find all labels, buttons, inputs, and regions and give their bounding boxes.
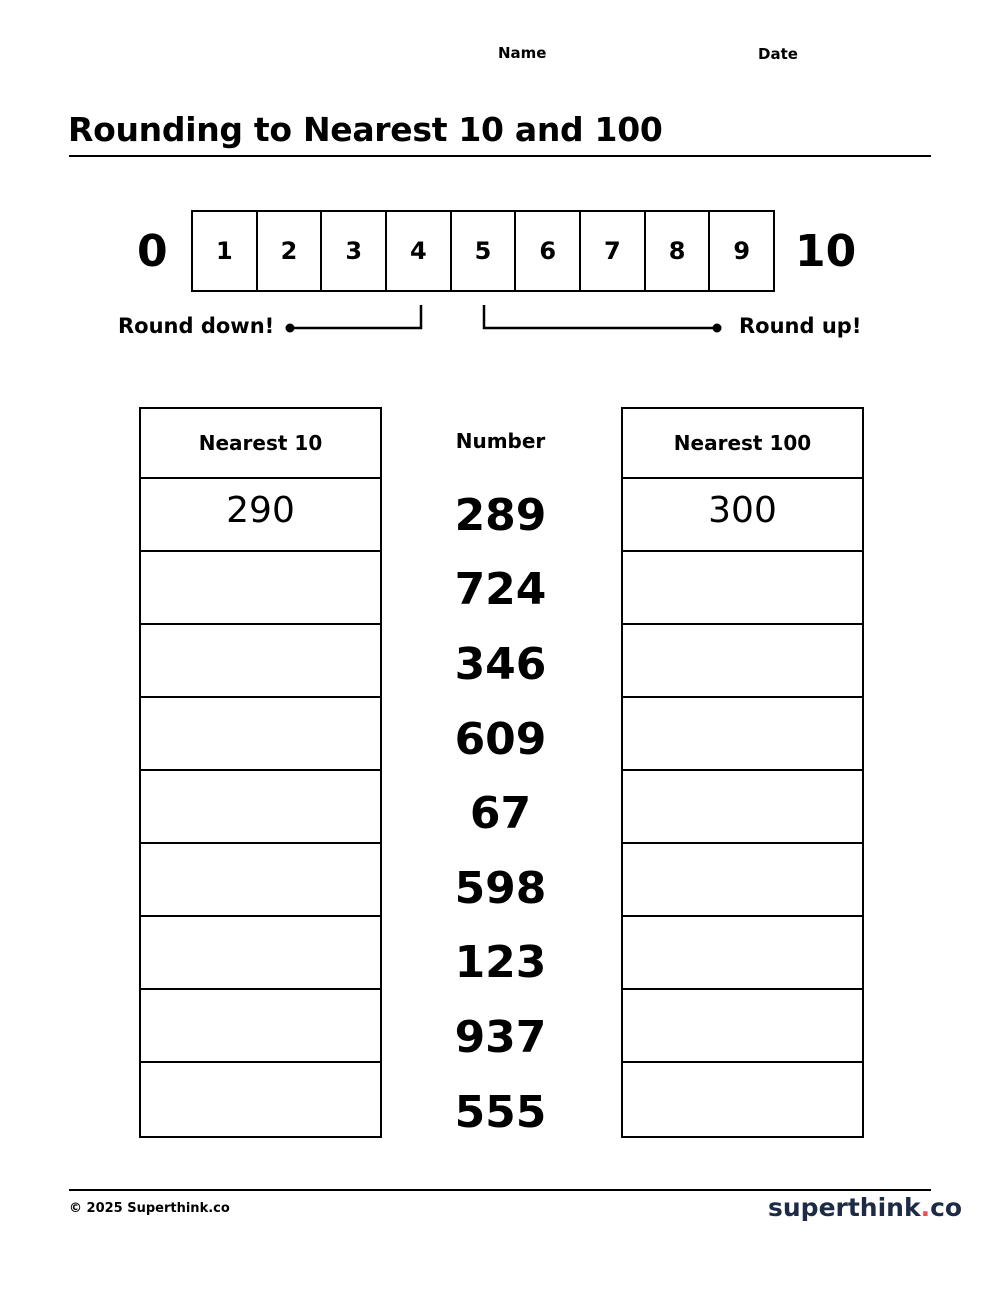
date-label: Date	[758, 45, 798, 63]
brand-tld: co	[930, 1193, 963, 1222]
nearest-10-answer-box[interactable]	[141, 1063, 380, 1136]
number-value: 937	[454, 1011, 547, 1063]
number-column	[380, 478, 621, 1149]
nearest-10-column	[139, 407, 382, 1138]
nearest-100-answer-box[interactable]	[623, 552, 862, 625]
round-up-dot	[713, 324, 722, 333]
copyright-notice: © 2025 Superthink.co	[69, 1201, 230, 1216]
nearest-100-answer-box[interactable]	[623, 844, 862, 917]
round-up-label: Round up!	[739, 314, 862, 338]
brand-wordmark	[768, 1193, 962, 1222]
number-value: 555	[454, 1086, 547, 1138]
number-line-cell: 7	[581, 212, 646, 290]
number-line-end: 10	[795, 226, 857, 277]
number-line-cell: 2	[258, 212, 323, 290]
nearest-100-column	[621, 407, 864, 1138]
nearest-10-answer-box[interactable]	[141, 552, 380, 625]
nearest-10-answer-box[interactable]	[141, 844, 380, 917]
nearest-100-answer-box[interactable]	[623, 625, 862, 698]
nearest-100-answer-box[interactable]: 300	[623, 479, 862, 552]
number-line-cell: 1	[193, 212, 258, 290]
number-line-cell: 6	[516, 212, 581, 290]
nearest-100-answer-box[interactable]	[623, 917, 862, 990]
nearest-100-answer-box[interactable]	[623, 771, 862, 844]
nearest-10-answer-box[interactable]	[141, 698, 380, 771]
nearest-100-answer-box[interactable]	[623, 1063, 862, 1136]
round-down-connector	[290, 305, 421, 328]
brand-main: superthink	[768, 1193, 921, 1222]
number-line-cell: 5	[452, 212, 517, 290]
nearest-10-answer-box[interactable]	[141, 771, 380, 844]
number-value: 67	[469, 788, 532, 840]
footer-divider	[69, 1189, 931, 1191]
number-line-cell: 3	[322, 212, 387, 290]
number-line-cell: 8	[646, 212, 711, 290]
number-value: 123	[454, 937, 547, 989]
number-value: 289	[454, 489, 547, 541]
nearest-10-answer-box[interactable]	[141, 625, 380, 698]
number-line-start: 0	[137, 226, 168, 277]
nearest-100-answer-box[interactable]	[623, 990, 862, 1063]
nearest-10-answer-box[interactable]	[141, 990, 380, 1063]
round-down-label: Round down!	[118, 314, 275, 338]
nearest-100-answer-box[interactable]	[623, 698, 862, 771]
nearest-10-answer-box[interactable]: 290	[141, 479, 380, 552]
number-value: 724	[454, 564, 547, 616]
round-down-dot	[286, 324, 295, 333]
title-divider	[69, 155, 931, 157]
number-line-cell: 4	[387, 212, 452, 290]
number-value: 609	[454, 713, 547, 765]
nearest-10-header: Nearest 10	[141, 409, 380, 479]
brand-dot: .	[920, 1193, 931, 1222]
nearest-100-header: Nearest 100	[623, 409, 862, 479]
number-value: 598	[454, 862, 547, 914]
number-value: 346	[454, 638, 547, 690]
nearest-10-answer-box[interactable]	[141, 917, 380, 990]
name-label: Name	[498, 44, 547, 62]
page-title: Rounding to Nearest 10 and 100	[68, 110, 663, 149]
number-line-cell: 9	[733, 237, 751, 265]
number-line-strip	[191, 210, 775, 292]
number-header: Number	[455, 429, 546, 453]
round-up-connector	[484, 305, 717, 328]
